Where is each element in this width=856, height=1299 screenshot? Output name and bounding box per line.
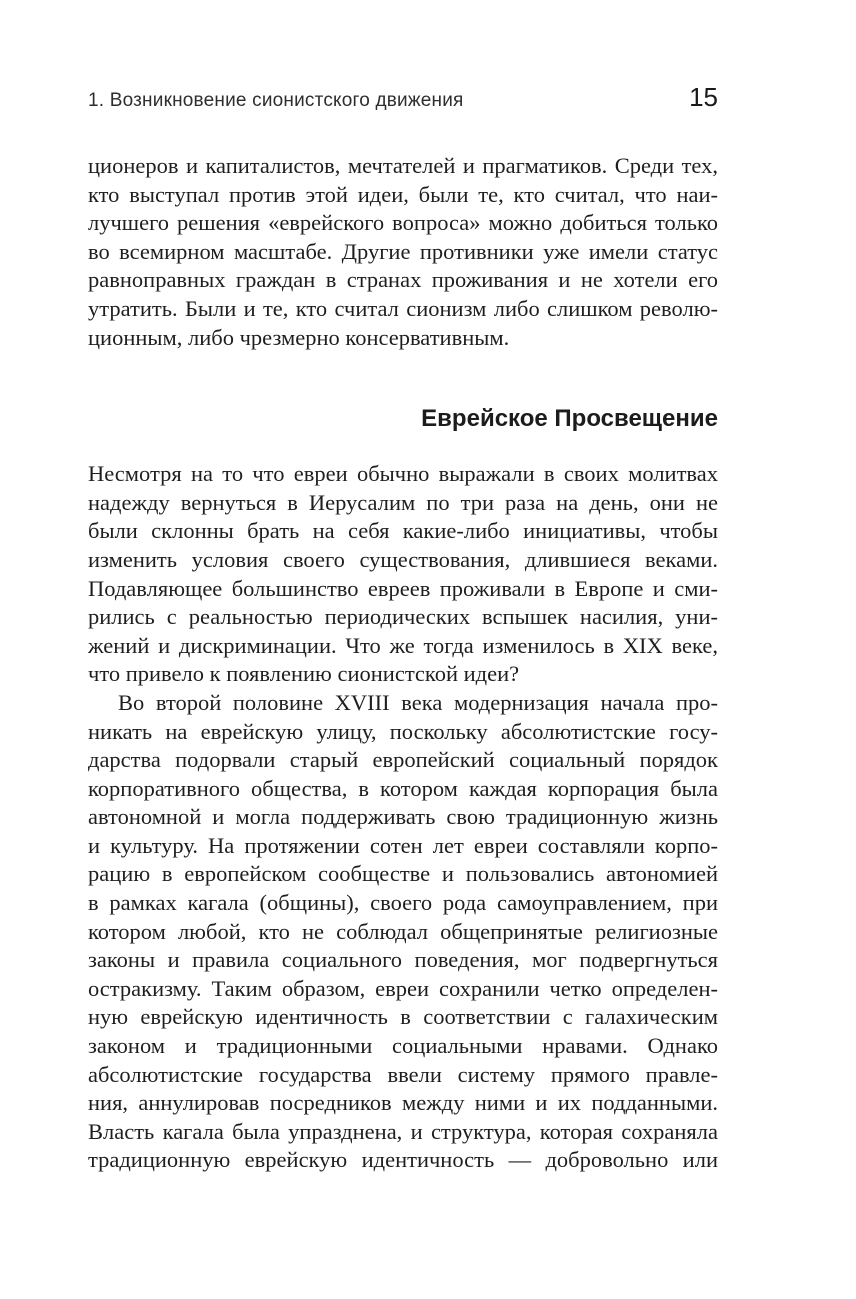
running-header xyxy=(88,84,718,114)
text-line: жений и дискриминации. Что же тогда изменилось в XIX веке, xyxy=(88,632,718,658)
text-line: законом и традиционными социальными нравами. Однако xyxy=(88,1033,718,1059)
text-line: равноправных граждан в странах проживания и не хотели его xyxy=(88,267,718,293)
text-line: кто выступал против этой идеи, были те, кто считал, что наи- xyxy=(88,181,718,207)
body-text xyxy=(88,152,718,1175)
paragraph xyxy=(88,460,718,689)
section-heading: Еврейское Просвещение xyxy=(421,405,718,433)
text-line: и культуру. На протяжении сотен лет евреи составляли корпо- xyxy=(88,832,718,858)
text-line: законы и правила социального поведения, мог подвергнуться xyxy=(88,947,718,973)
text-line: лучшего решения «еврейского вопроса» можно добиться только xyxy=(88,210,718,236)
text-line: были склонны брать на себя какие-либо инициативы, чтобы xyxy=(88,518,718,544)
text-line: дарства подорвали старый европейский социальный порядок xyxy=(88,747,718,773)
chapter-title: 1. Возникновение сионистского движения xyxy=(88,90,464,111)
paragraph xyxy=(88,689,718,1175)
text-line: остракизму. Таким образом, евреи сохранили четко определен- xyxy=(88,975,718,1001)
text-line: ционеров и капиталистов, мечтателей и прагматиков. Среди тех, xyxy=(88,153,718,178)
text-line: рились с реальностью периодических вспышек насилия, уни- xyxy=(88,604,718,630)
section-paragraphs xyxy=(88,460,718,1175)
text-line: ционным, либо чрезмерно консервативным. xyxy=(88,324,510,350)
text-line: что привело к появлению сионистской идеи? xyxy=(88,661,520,687)
text-line: абсолютистские государства ввели систему прямого правле- xyxy=(88,1061,718,1087)
text-line: автономной и могла поддерживать свою традиционную жизнь xyxy=(88,804,718,830)
text-line: корпоративного общества, в котором каждая корпорация была xyxy=(88,775,718,801)
text-line: во всемирном масштабе. Другие противники уже имели статус xyxy=(88,238,718,264)
text-line: рацию в европейском сообществе и пользовались автономией xyxy=(88,861,718,887)
text-line: ния, аннулировав посредников между ними и их подданными. xyxy=(88,1090,718,1116)
text-line: надежду вернуться в Иерусалим по три раза на день, они не xyxy=(88,489,718,515)
text-line: Подавляющее большинство евреев проживали в Европе и сми- xyxy=(88,575,718,601)
text-line: котором любой, кто не соблюдал общепринятые религиозные xyxy=(88,918,718,944)
text-line: изменить условия своего существования, длившиеся веками. xyxy=(88,546,718,572)
text-line: Власть кагала была упразднена, и структура, которая сохраняла xyxy=(88,1118,718,1144)
paragraph-continuation xyxy=(88,152,718,352)
text-line: никать на еврейскую улицу, поскольку абсолютистские госу- xyxy=(88,718,718,744)
text-line: ную еврейскую идентичность в соответствии с галахическим xyxy=(88,1004,718,1030)
page-number: 15 xyxy=(689,82,718,112)
text-line: в рамках кагала (общины), своего рода самоуправлением, при xyxy=(88,890,718,916)
text-line: традиционную еврейскую идентичность — добровольно или xyxy=(88,1147,718,1173)
text-line: утратить. Были и те, кто считал сионизм либо слишком револю- xyxy=(88,295,718,321)
text-line: Во второй половине XVIII века модернизация начала про- xyxy=(118,689,718,715)
text-line: Несмотря на то что евреи обычно выражали в своих молитвах xyxy=(88,461,718,487)
